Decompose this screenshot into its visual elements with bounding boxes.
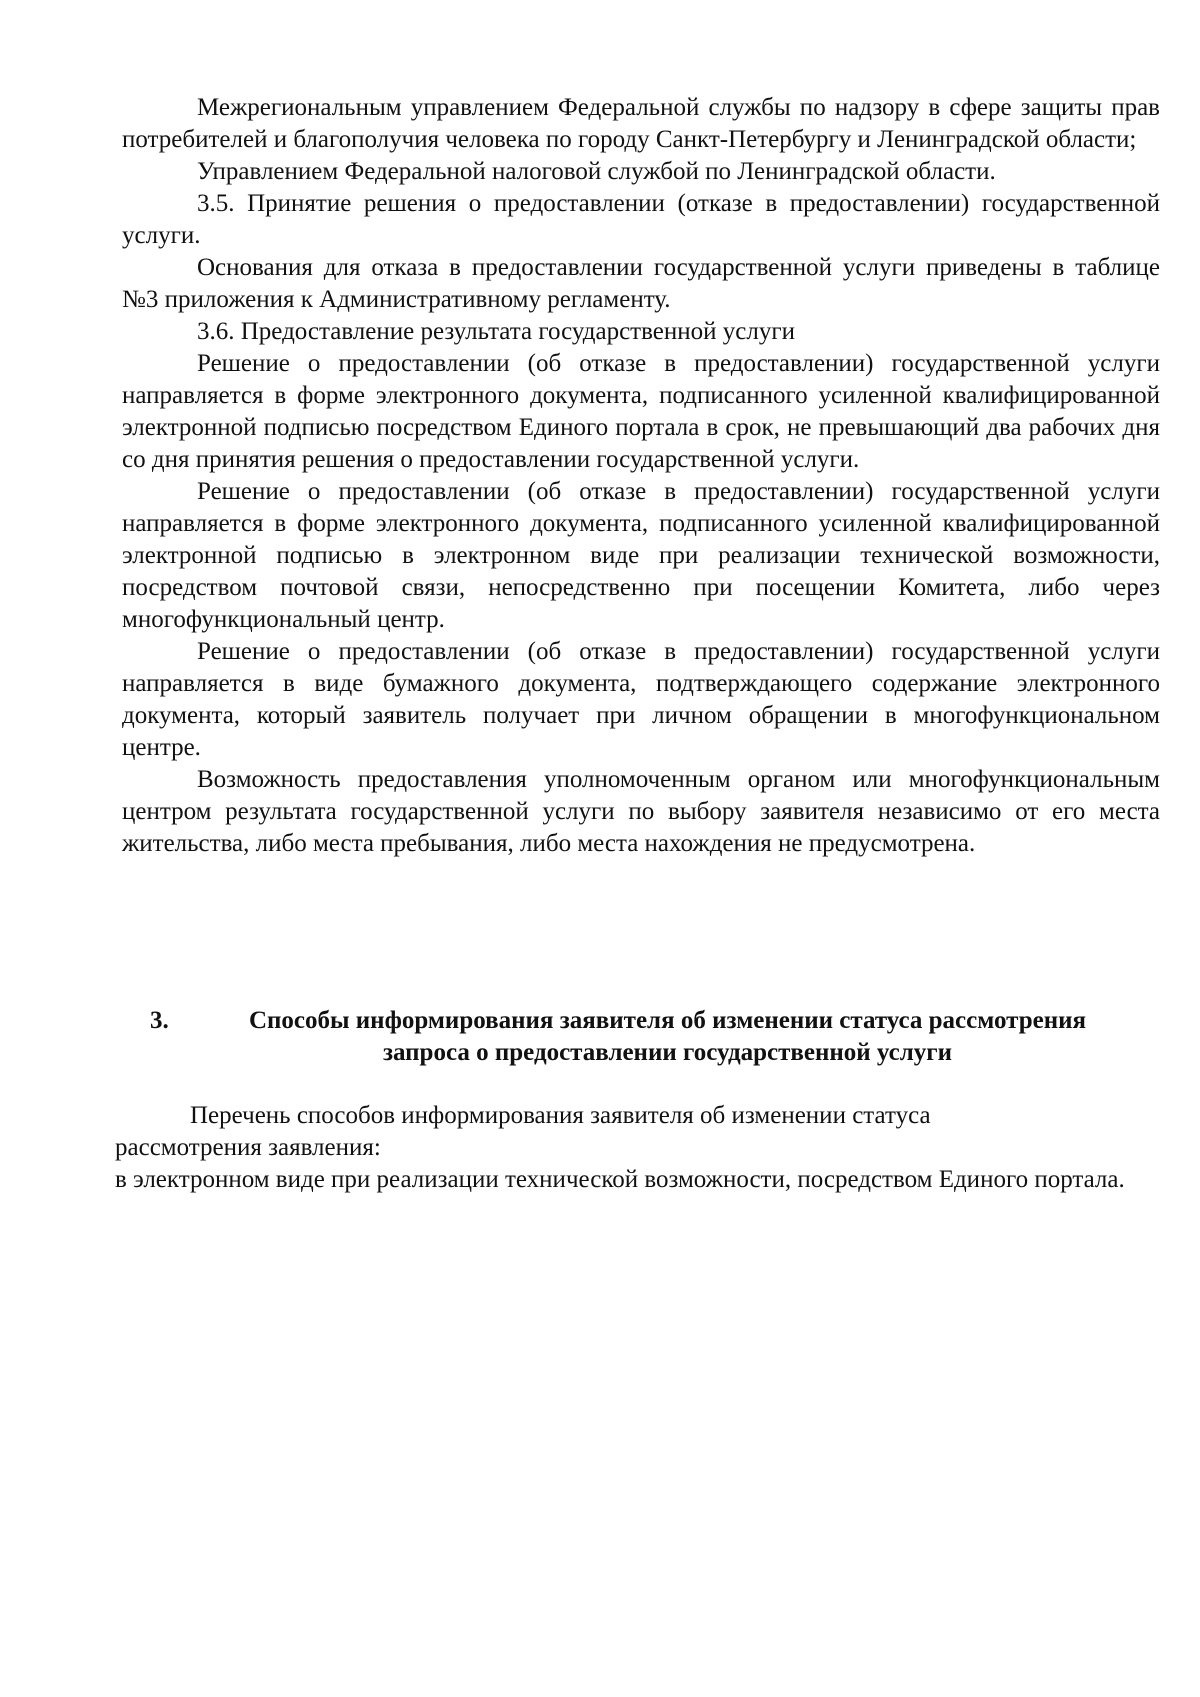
info-methods-intro: Перечень способов информирования заявителя об изменении статуса рассмотрения заявления: xyxy=(115,1102,931,1161)
paragraph-2: Управлением Федеральной налоговой службой по Ленинградской области. xyxy=(197,158,996,185)
paragraph-3: 3.5. Принятие решения о предоставлении (отказе в предоставлении) государственной услуги. xyxy=(122,190,1160,249)
section-heading xyxy=(130,1005,1130,1069)
section-number: 3. xyxy=(150,1007,169,1034)
paragraph-8: Решение о предоставлении (об отказе в предоставлении) государственной услуги направляется в виде бумажного документа, подтверждающего содержание электронного документа, который заявитель получает при личном обращении в многофункциональном центре. xyxy=(122,638,1160,761)
paragraph-5: 3.6. Предоставление результата государственной услуги xyxy=(197,318,795,345)
paragraph-7: Решение о предоставлении (об отказе в предоставлении) государственной услуги направляется в форме электронного документа, подписанного усиленной квалифицированной электронной подписью в электронном виде при реализации технической возможности, посредством почтовой связи, непосредственно при посещении Комитета, либо через многофункциональный центр. xyxy=(122,478,1160,633)
paragraph-4: Основания для отказа в предоставлении государственной услуги приведены в таблице №3 приложения к Административному регламенту. xyxy=(122,254,1160,313)
section-title: Способы информирования заявителя об изменении статуса рассмотрения запроса о предоставлении государственной услуги xyxy=(248,1007,1087,1066)
info-methods-item: в электронном виде при реализации технической возможности, посредством Единого портала. xyxy=(115,1166,1125,1193)
paragraph-9: Возможность предоставления уполномоченным органом или многофункциональным центром результата государственной услуги по выбору заявителя независимо от его места жительства, либо места пребывания, либо места нахождения не предусмотрена. xyxy=(122,766,1160,857)
info-methods xyxy=(115,1100,1160,1196)
paragraph-1: Межрегиональным управлением Федеральной службы по надзору в сфере защиты прав потребителей и благополучия человека по городу Санкт-Петербургу и Ленинградской области; xyxy=(122,94,1160,153)
body-text xyxy=(122,92,1160,860)
paragraph-6: Решение о предоставлении (об отказе в предоставлении) государственной услуги направляется в форме электронного документа, подписанного усиленной квалифицированной электронной подписью посредством Единого портала в срок, не превышающий два рабочих дня со дня принятия решения о предоставлении государственной услуги. xyxy=(122,350,1160,473)
